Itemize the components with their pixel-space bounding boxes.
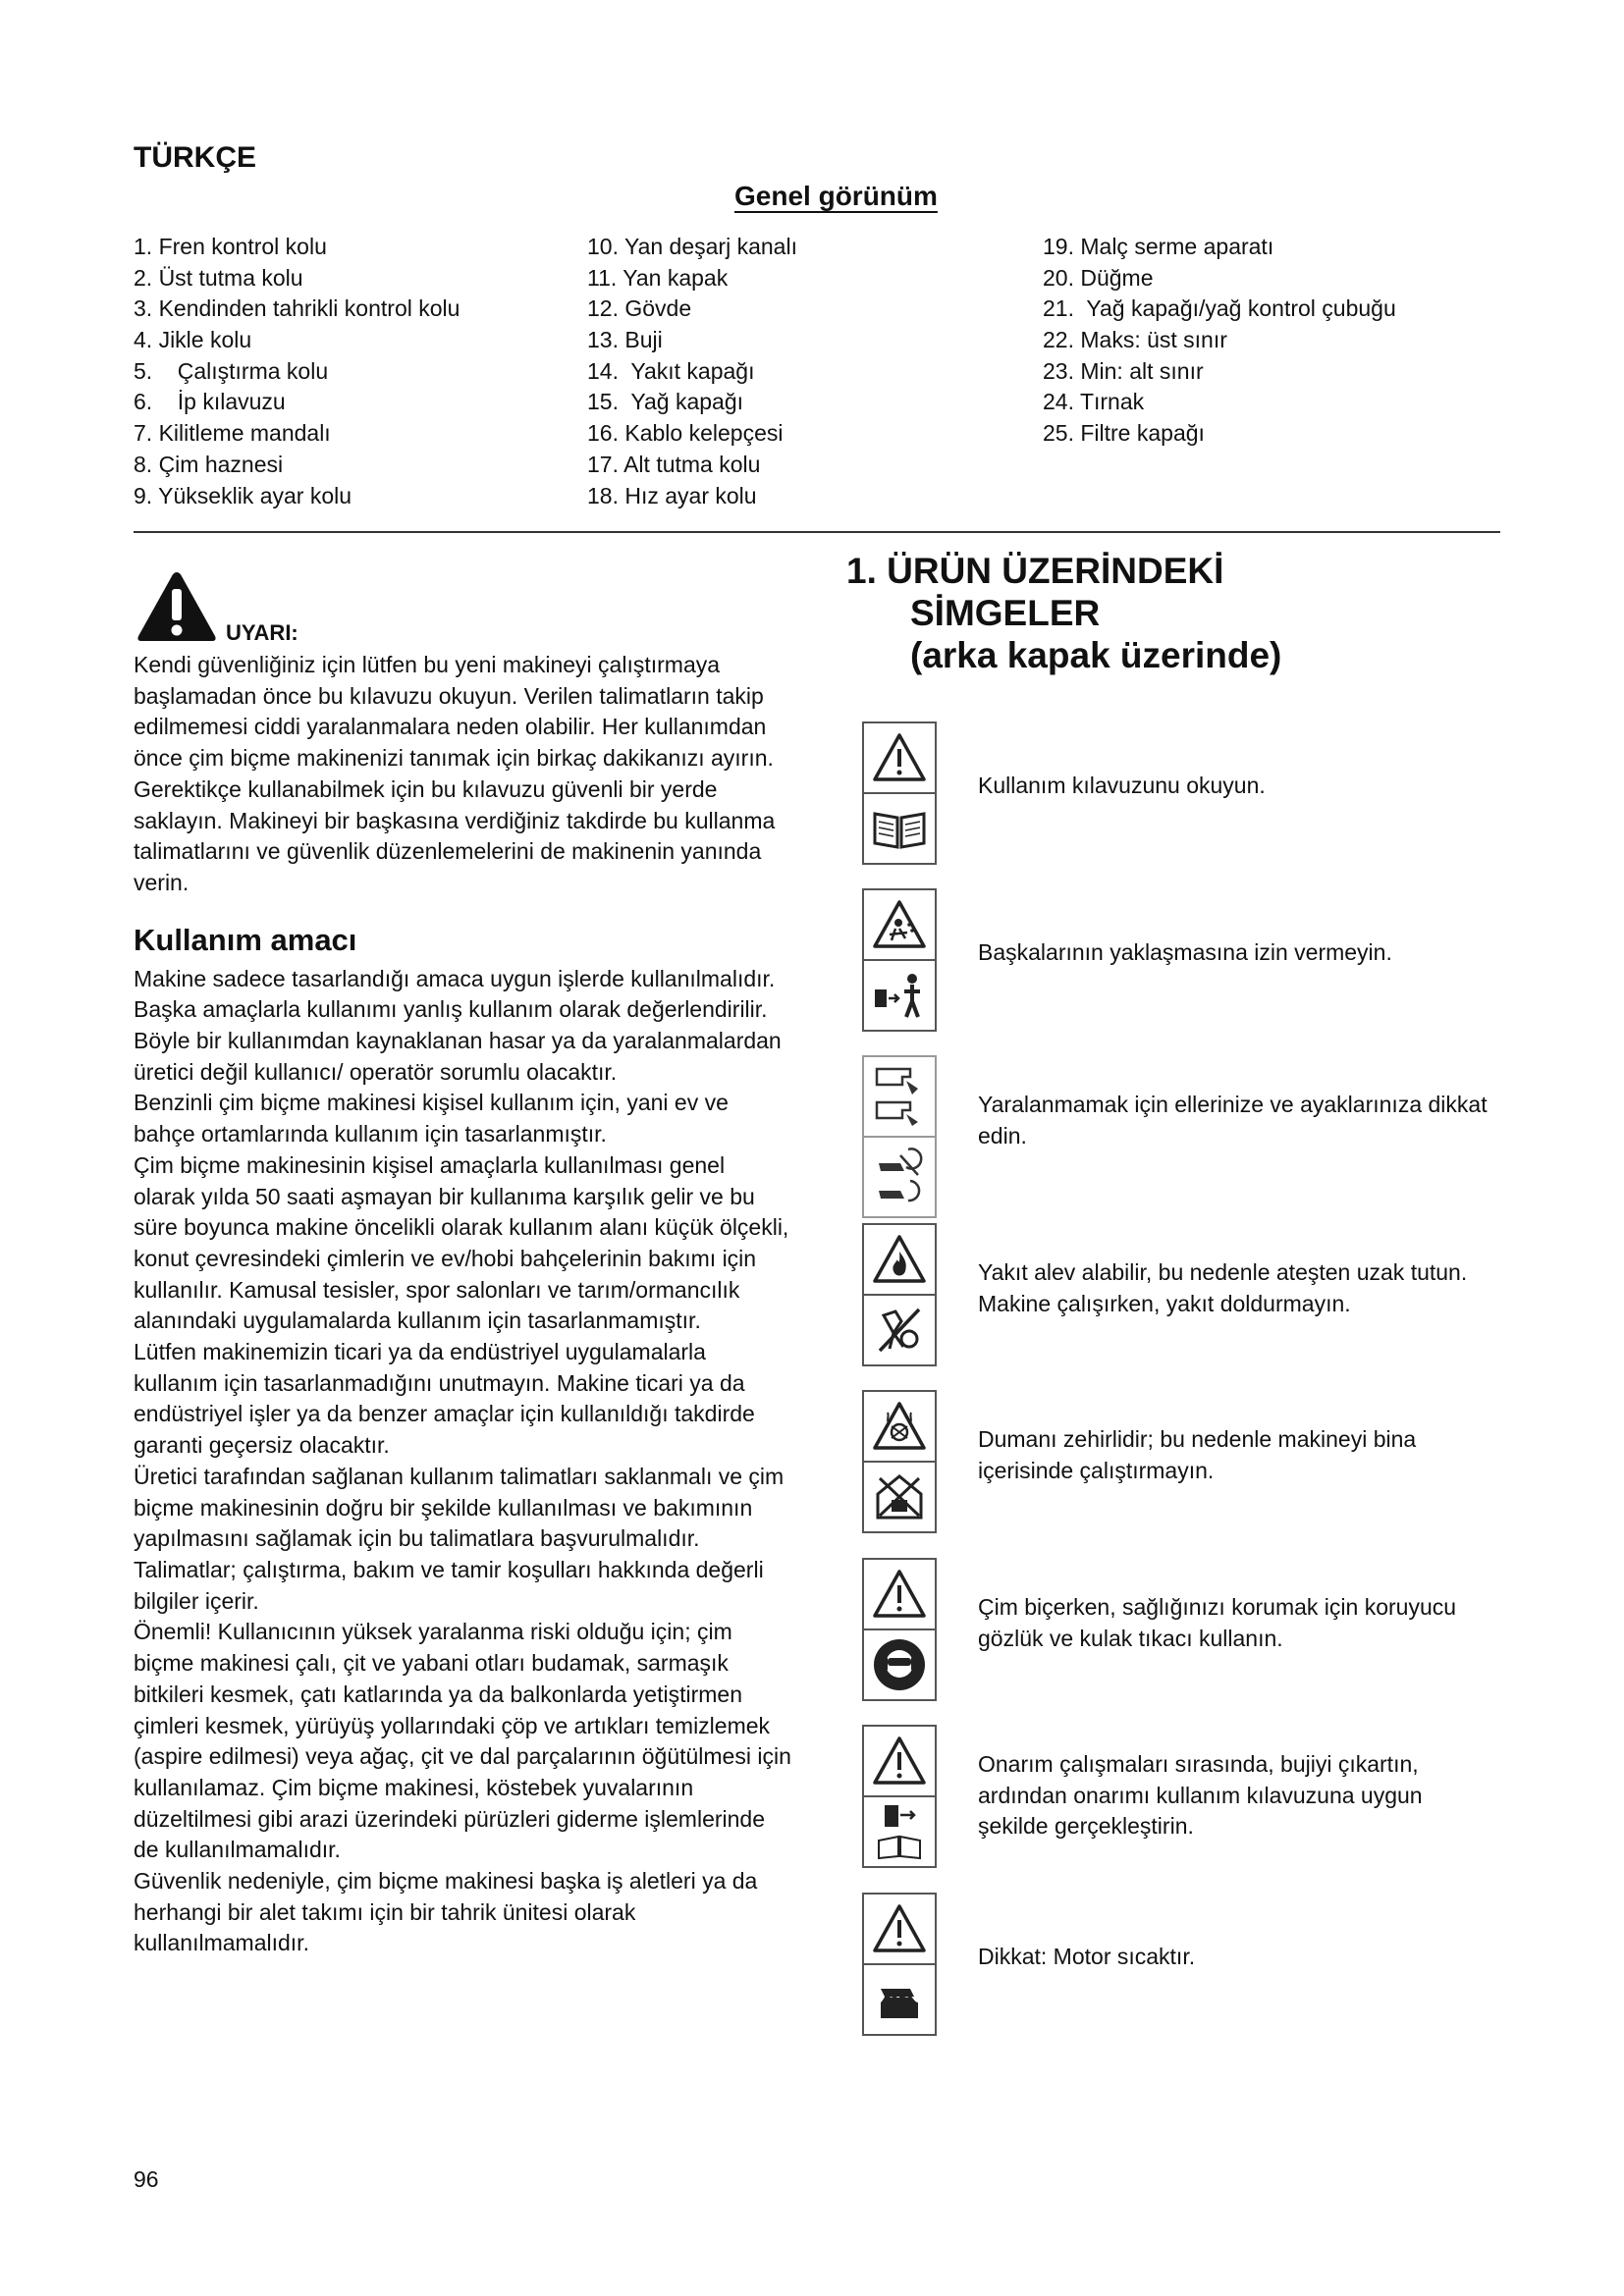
symbol-decal bbox=[862, 1223, 937, 1366]
symbol-description: Yakıt alev alabilir, bu nedenle ateşten uzak tutun. Makine çalışırken, yakıt doldurmayın. bbox=[978, 1259, 1468, 1316]
warning-icon bbox=[872, 1569, 927, 1620]
part-item: 20. Düğme bbox=[1043, 264, 1154, 291]
part-item: 24. Tırnak bbox=[1043, 389, 1145, 415]
hot-engine-icon bbox=[871, 1973, 928, 2026]
symbol-decal bbox=[862, 1390, 937, 1533]
symbol-description: Dikkat: Motor sıcaktır. bbox=[978, 1944, 1196, 1969]
parts-list-column-1 bbox=[134, 232, 460, 511]
part-item: 14. Yakıt kapağı bbox=[587, 357, 755, 384]
part-item: 2. Üst tutma kolu bbox=[134, 264, 303, 291]
part-item: 5. Çalıştırma kolu bbox=[134, 357, 329, 384]
symbols-title-line: SİMGELER bbox=[910, 593, 1101, 633]
symbols-section-title bbox=[846, 550, 1281, 676]
symbols-title-line: 1. ÜRÜN ÜZERİNDEKİ bbox=[846, 551, 1224, 591]
part-item: 22. Maks: üst sınır bbox=[1043, 327, 1227, 353]
keep-bystanders-away-icon bbox=[871, 970, 928, 1021]
warning-label: UYARI: bbox=[226, 620, 298, 645]
part-item: 16. Kablo kelepçesi bbox=[587, 420, 784, 447]
language-heading: TÜRKÇE bbox=[134, 141, 256, 174]
part-item: 9. Yükseklik ayar kolu bbox=[134, 482, 352, 508]
usage-paragraph: Güvenlik nedeniyle, çim biçme makinesi başka iş aletleri ya da herhangi bir alet takımı için bir tahrik ünitesi olarak kullanılmamalıdır. bbox=[134, 1868, 758, 1956]
no-refuel-running-icon bbox=[872, 1304, 927, 1357]
part-item: 18. Hız ayar kolu bbox=[587, 482, 757, 508]
part-item: 12. Gövde bbox=[587, 295, 692, 322]
part-item: 10. Yan deşarj kanalı bbox=[587, 234, 797, 259]
symbols-title-line: (arka kapak üzerinde) bbox=[910, 635, 1282, 675]
symbol-decal bbox=[862, 1558, 937, 1701]
warning-text: Kendi güvenliğiniz için lütfen bu yeni makineyi çalıştırmaya başlamadan önce bu kılavuzu okuyun. Verilen talimatların takip edilmemesi ciddi yaralanmalara neden olabilir. Her kullanımdan önce çim biçme makinenizi tanımak için birkaç dakikanızı ayırın. Gerektikçe kullanabilmek için bu kılavuzu güvenli bir yerde saklayın. Makineyi bir başkasına verdiğiniz takdirde bu kullanma talimatlarını ve güvenlik düzenlemelerini de makinenin yanında verin. bbox=[134, 652, 776, 895]
warning-triangle-icon bbox=[135, 569, 218, 644]
eye-ear-protection-icon bbox=[871, 1636, 928, 1693]
part-item: 19. Malç serme aparatı bbox=[1043, 234, 1274, 259]
symbol-description: Başkalarının yaklaşmasına izin vermeyin. bbox=[978, 939, 1392, 965]
part-item: 21. Yağ kapağı/yağ kontrol çubuğu bbox=[1043, 295, 1396, 322]
section-divider bbox=[134, 531, 1500, 533]
page-number: 96 bbox=[134, 2166, 159, 2192]
part-item: 4. Jikle kolu bbox=[134, 327, 252, 353]
usage-paragraph: Önemli! Kullanıcının yüksek yaralanma riski olduğu için; çim biçme makinesi çalı, çit ve yabani otları budamak, sarmaşık bitkileri kesmek, çatı katlarında ya da balkonlarda yetiştirmen çimleri kesmek, yürüyüş yollarındaki çöp ve artıkları temizlemek (aspire edilmesi) veya ağaç, çit ve dal parçalarının öğütülmesi için kullanılamaz. Çim biçme makinesi, köstebek yuvalarının düzeltilmesi gibi arazi üzerindeki pürüzleri giderme işlemlerinde de kullanılmamalıdır. bbox=[134, 1619, 791, 1863]
symbol-description: Çim biçerken, sağlığınızı korumak için koruyucu gözlük ve kulak tıkacı kullanın. bbox=[978, 1594, 1457, 1651]
part-item: 3. Kendinden tahrikli kontrol kolu bbox=[134, 295, 460, 322]
symbol-description: Dumanı zehirlidir; bu nedenle makineyi bina içerisinde çalıştırmayın. bbox=[978, 1426, 1417, 1483]
symbol-description: Onarım çalışmaları sırasında, bujiyi çıkartın, ardından onarımı kullanım kılavuzuna uygun şekilde gerçekleştirin. bbox=[978, 1751, 1423, 1840]
flammable-warning-icon bbox=[872, 1234, 927, 1285]
usage-heading: Kullanım amacı bbox=[134, 922, 357, 957]
toxic-fumes-warning-icon bbox=[872, 1401, 927, 1452]
symbol-decal bbox=[862, 1893, 937, 2036]
thrown-objects-warning-icon bbox=[872, 899, 927, 950]
part-item: 11. Yan kapak bbox=[587, 264, 729, 291]
symbol-decal bbox=[862, 721, 937, 865]
part-item: 7. Kilitleme mandalı bbox=[134, 420, 331, 447]
overview-title: Genel görünüm bbox=[734, 181, 938, 211]
usage-paragraph: Çim biçme makinesinin kişisel amaçlarla kullanılması genel olarak yılda 50 saati aşmayan bir kullanıma karşılık gelir ve bu süre boyunca makine öncelikli olarak kullanım alanı küçük ölçekli, konut çevresindeki çimlerin ve ev/hobi bahçelerinin bakımı için kullanılır. Kamusal tesisler, spor salonları ve tarım/ormancılık alanındaki uygulamalarda kullanım için tasarlanmamıştır. bbox=[134, 1151, 789, 1334]
parts-list-column-2 bbox=[587, 232, 797, 511]
part-item: 13. Buji bbox=[587, 327, 663, 353]
part-item: 8. Çim haznesi bbox=[134, 451, 284, 477]
symbol-description: Yaralanmamak için ellerinize ve ayaklarınıza dikkat edin. bbox=[978, 1092, 1488, 1148]
parts-list-column-3 bbox=[1043, 232, 1396, 450]
part-item: 17. Alt tutma kolu bbox=[587, 451, 761, 477]
part-item: 23. Min: alt sınır bbox=[1043, 357, 1204, 384]
warning-section bbox=[134, 569, 791, 1959]
symbol-decal bbox=[862, 1725, 937, 1868]
usage-paragraph: Üretici tarafından sağlanan kullanım talimatları saklanmalı ve çim biçme makinesinin doğru bir şekilde kullanılması ve bakımının yapılmasını sağlamak için bu talimatlara başvurulmalıdır. Talimatlar; çalıştırma, bakım ve tamir koşulları hakkında değerli bilgiler içerir. bbox=[134, 1463, 785, 1614]
remove-spark-plug-icon bbox=[871, 1801, 928, 1862]
part-item: 15. Yağ kapağı bbox=[587, 389, 744, 415]
hands-feet-blade-icon bbox=[871, 1063, 928, 1130]
foot-under-blade-icon bbox=[871, 1146, 928, 1208]
symbol-decal bbox=[862, 1055, 937, 1218]
part-item: 1. Fren kontrol kolu bbox=[134, 234, 327, 259]
warning-icon bbox=[872, 1903, 927, 1954]
warning-header bbox=[134, 569, 791, 650]
part-item: 25. Filtre kapağı bbox=[1043, 420, 1205, 447]
usage-paragraph: Makine sadece tasarlandığı amaca uygun işlerde kullanılmalıdır. Başka amaçlarla kullanımı yanlış kullanım olarak değerlendirilir. Böyle bir kullanımdan kaynaklanan hasar ya da yaralanmalardan üretici değil kullanıcı/ operatör sorumlu olacaktır. bbox=[134, 965, 782, 1085]
usage-paragraph: Benzinli çim biçme makinesi kişisel kullanım için, yani ev ve bahçe ortamlarında kullanım için tasarlanmıştır. bbox=[134, 1090, 729, 1148]
usage-paragraph: Lütfen makinemizin ticari ya da endüstriyel uygulamalarla kullanım için tasarlanmadığını unutmayın. Makine ticari ya da endüstriyel işler ya da benzer amaçlar için kullanıldığı takdirde garanti geçersiz olacaktır. bbox=[134, 1339, 755, 1459]
symbol-decal bbox=[862, 888, 937, 1032]
read-manual-icon bbox=[871, 806, 928, 851]
no-indoor-use-icon bbox=[872, 1470, 927, 1523]
warning-icon bbox=[872, 1735, 927, 1787]
symbol-description: Kullanım kılavuzunu okuyun. bbox=[978, 773, 1266, 798]
part-item: 6. İp kılavuzu bbox=[134, 389, 286, 415]
warning-icon bbox=[872, 732, 927, 783]
